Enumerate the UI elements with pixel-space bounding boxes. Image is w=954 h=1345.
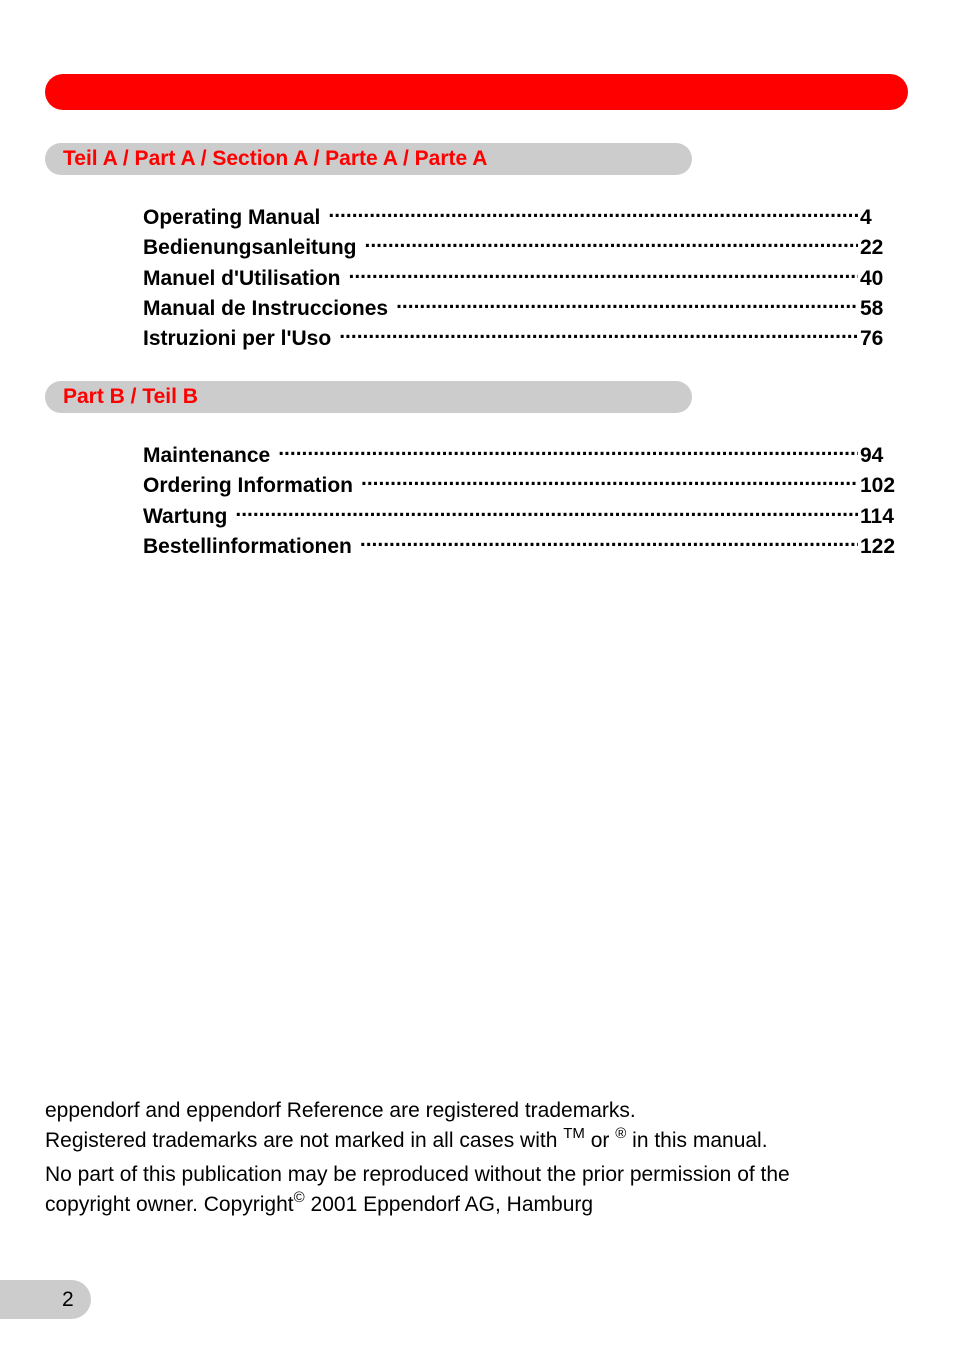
toc-leader-dots	[349, 259, 858, 285]
toc-entry[interactable]	[143, 259, 902, 289]
section-title-part-a: Teil A / Part A / Section A / Parte A / Parte A	[63, 147, 488, 170]
copyright-text: copyright owner. Copyright	[45, 1193, 294, 1216]
toc-leader-dots	[360, 527, 858, 553]
toc-entry-page: 76	[860, 327, 884, 351]
permission-line: No part of this publication may be reproduced without the prior permission of the	[45, 1163, 790, 1186]
toc-leader-dots	[235, 497, 858, 523]
copyright-line	[45, 1190, 915, 1220]
toc-entry-page: 4	[860, 206, 872, 229]
toc-entry-title: Operating Manual	[143, 206, 321, 229]
toc-entry[interactable]	[143, 198, 902, 228]
trademark-text: or	[584, 1129, 616, 1152]
toc-entry[interactable]	[143, 466, 902, 496]
toc-list-part-b	[143, 436, 902, 557]
toc-leader-dots	[339, 319, 858, 345]
header-bar	[45, 74, 908, 110]
toc-entry-page: 114	[860, 504, 894, 528]
toc-entry-title: Manual de Instrucciones	[143, 296, 389, 320]
copyright-notice	[45, 1096, 915, 1220]
toc-entry-page: 22	[860, 236, 884, 260]
toc-leader-dots	[361, 466, 858, 492]
copyright-text: 2001 Eppendorf AG, Hamburg	[304, 1193, 594, 1216]
copyright-symbol: ©	[293, 1189, 305, 1206]
registered-symbol: ®	[615, 1125, 627, 1142]
tm-symbol: TM	[563, 1125, 585, 1142]
section-header-part-a	[45, 143, 692, 175]
trademark-text: Registered trademarks are not marked in all cases with	[45, 1129, 564, 1152]
toc-entry[interactable]	[143, 289, 902, 319]
toc-leader-dots	[278, 436, 858, 462]
toc-entry-title: Ordering Information	[143, 474, 353, 498]
trademark-text: in this manual.	[626, 1129, 768, 1152]
toc-entry-page: 102	[860, 474, 896, 498]
toc-entry-page: 122	[860, 534, 896, 558]
toc-entry[interactable]	[143, 497, 902, 527]
toc-list-part-a	[143, 198, 902, 349]
page-number-tab	[0, 1280, 91, 1319]
section-title-part-b: Part B / Teil B	[63, 385, 198, 408]
page-number: 2	[62, 1288, 74, 1311]
toc-entry-title: Bestellinformationen	[143, 534, 352, 558]
toc-entry[interactable]	[143, 436, 902, 466]
trademark-marking-line	[45, 1126, 915, 1156]
toc-entry-page: 94	[860, 444, 884, 467]
trademark-line: eppendorf and eppendorf Reference are registered trademarks.	[45, 1099, 636, 1122]
toc-entry-page: 58	[860, 296, 884, 320]
toc-leader-dots	[365, 228, 858, 254]
toc-entry-page: 40	[860, 266, 884, 290]
toc-entry-title: Istruzioni per l'Uso	[143, 327, 332, 351]
toc-entry-title: Bedienungsanleitung	[143, 236, 357, 260]
toc-leader-dots	[396, 289, 858, 315]
toc-leader-dots	[328, 198, 858, 224]
toc-entry[interactable]	[143, 527, 902, 557]
section-header-part-b	[45, 381, 692, 413]
toc-entry-title: Wartung	[143, 504, 228, 528]
toc-entry-title: Manuel d'Utilisation	[143, 266, 341, 290]
toc-entry[interactable]	[143, 228, 902, 258]
toc-entry-title: Maintenance	[143, 444, 271, 467]
toc-entry[interactable]	[143, 319, 902, 349]
